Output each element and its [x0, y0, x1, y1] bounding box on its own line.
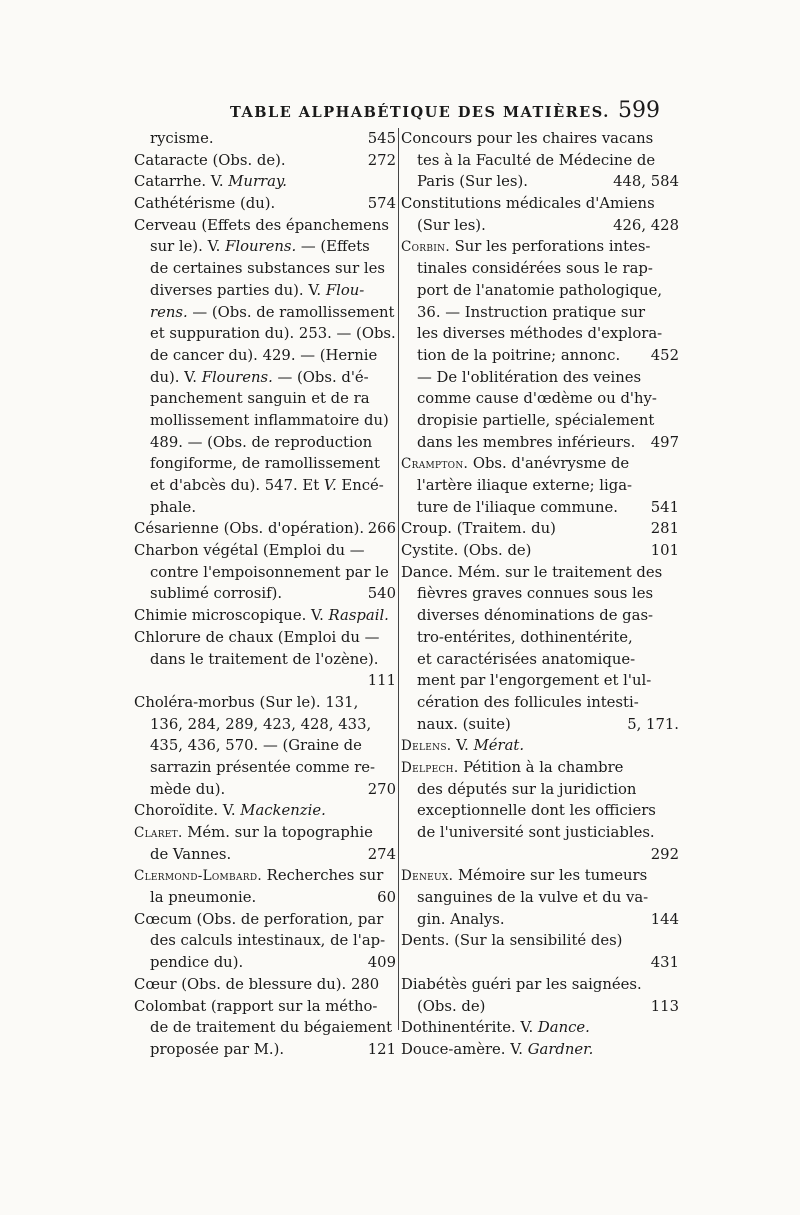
index-text: rens. [150, 303, 188, 321]
index-line [401, 583, 679, 605]
index-text: Paris (Sur les). [417, 173, 528, 191]
index-text: (Sur les). [417, 216, 486, 234]
index-text: dans les membres inférieurs. [417, 433, 636, 451]
page-reference: 540 [367, 585, 396, 603]
index-line [134, 800, 396, 822]
index-text: — (Effets [296, 238, 370, 256]
index-text: Charbon végétal (Emploi du — [134, 542, 365, 560]
page-reference: 452 [650, 346, 679, 364]
index-line [134, 518, 396, 540]
page-reference: 121 [367, 1040, 396, 1058]
index-text: Césarienne (Obs. d'opération). [134, 520, 365, 538]
index-line [134, 345, 396, 367]
index-line [134, 1039, 396, 1061]
index-text: 36. — Instruction pratique sur [417, 303, 646, 321]
index-line [134, 453, 396, 475]
page-reference: 426, 428 [613, 216, 679, 234]
index-text: diverses dénominations de gas- [417, 607, 654, 625]
index-text: Pétition à la chambre [458, 758, 624, 776]
index-line [401, 779, 679, 801]
index-text: sublimé corrosif). [150, 585, 283, 603]
index-line [134, 302, 396, 324]
index-text: Cœur (Obs. de blessure du). 280 [134, 975, 380, 993]
index-line [401, 258, 679, 280]
page-reference: 574 [367, 195, 396, 213]
index-text: Raspail. [328, 607, 389, 625]
index-line [134, 410, 396, 432]
index-line [134, 649, 396, 671]
index-line [401, 193, 679, 215]
index-text: ture de l'iliaque commune. [417, 498, 619, 516]
index-text: Murray. [228, 173, 288, 191]
index-line [134, 692, 396, 714]
index-column-right [401, 128, 679, 1061]
index-text: de certaines substances sur les [150, 260, 385, 278]
index-text: 136, 284, 289, 423, 428, 433, [150, 715, 372, 733]
running-head [230, 100, 660, 130]
index-line [401, 280, 679, 302]
index-text: des calculs intestinaux, de l'ap- [150, 932, 386, 950]
index-text: Cystite. (Obs. de) [401, 542, 532, 560]
index-text: Dance. [537, 1019, 590, 1037]
index-line [401, 800, 679, 822]
index-text: du). V. [150, 368, 202, 386]
index-text: Clermond-Lombard. [134, 868, 262, 885]
index-text: tion de la poitrine; annonc. [417, 346, 621, 364]
index-text: Mérat. [473, 737, 525, 755]
index-line [401, 388, 679, 410]
index-line [401, 1017, 679, 1039]
index-text: Cathétérisme (du). [134, 195, 276, 213]
page-reference: 409 [367, 954, 396, 972]
index-text: l'artère iliaque externe; liga- [417, 477, 633, 494]
index-text: contre l'empoisonnement par le [150, 563, 389, 581]
index-line [401, 887, 679, 909]
index-text: Mém. sur la topographie [182, 824, 373, 841]
index-text: gin. Analys. [417, 910, 505, 928]
page-reference: 431 [650, 954, 679, 972]
index-text: Delpech. [401, 759, 459, 776]
index-line [134, 215, 396, 237]
index-text: fièvres graves connues sous les [417, 585, 654, 603]
index-text: fongiforme, de ramollissement [150, 455, 380, 473]
index-line [134, 432, 396, 454]
index-line [134, 258, 396, 280]
index-line [401, 236, 679, 258]
index-line [134, 540, 396, 562]
page-reference: 292 [650, 845, 679, 863]
index-text: de l'université sont justiciables. [417, 824, 655, 841]
index-text: rycisme. [150, 130, 214, 147]
index-text: Choroïdite. V. [134, 802, 241, 820]
index-text: et suppuration du). 253. — (Obs. [150, 325, 396, 343]
index-line [401, 475, 679, 497]
index-line [401, 171, 679, 193]
index-text: — De l'oblitération des veines [417, 368, 642, 386]
index-text: mède du). [150, 780, 226, 798]
index-text: Concours pour les chaires vacans [401, 130, 654, 147]
index-line [134, 171, 396, 193]
index-text: V. [451, 737, 474, 755]
index-line [134, 1017, 396, 1039]
page-reference: 266 [367, 520, 396, 538]
index-line [134, 475, 396, 497]
index-text: sarrazin présentée comme re- [150, 758, 376, 776]
index-line [401, 909, 679, 931]
index-text: — (Obs. de ramollissement [187, 303, 395, 321]
index-line [401, 952, 679, 974]
index-text: cération des follicules intesti- [417, 693, 639, 711]
index-line [401, 865, 679, 887]
index-line [401, 1039, 679, 1061]
index-line [134, 909, 396, 931]
index-text: proposée par M.). [150, 1040, 285, 1058]
page-reference: 448, 584 [613, 173, 679, 191]
index-text: — (Obs. d'é- [272, 368, 369, 386]
index-text: Flou- [325, 281, 365, 299]
index-text: et caractérisées anatomique- [417, 650, 636, 668]
page-reference: 270 [367, 780, 396, 798]
index-text: de cancer du). 429. — (Hernie [150, 346, 378, 364]
index-text: dropisie partielle, spécialement [417, 411, 655, 429]
index-line [401, 822, 679, 844]
index-text: diverses parties du). V. [150, 281, 326, 299]
index-text: Diabétès guéri par les saignées. [401, 975, 642, 993]
index-text: port de l'anatomie pathologique, [417, 281, 663, 299]
index-text: et d'abcès du). 547. Et [150, 477, 324, 494]
index-line [134, 605, 396, 627]
index-line [134, 388, 396, 410]
index-text: Catarrhe. V. [134, 173, 229, 191]
page-reference: 272 [367, 151, 396, 169]
index-line [401, 714, 679, 736]
index-text: Constitutions médicales d'Amiens [401, 195, 655, 213]
index-text: Corbin. [401, 239, 450, 256]
page-reference: 545 [367, 130, 396, 147]
index-line [134, 865, 396, 887]
index-text: Sur les perforations intes- [449, 238, 651, 256]
index-text: Cataracte (Obs. de). [134, 151, 286, 169]
index-text: pendice du). [150, 954, 244, 972]
index-text: Dance. Mém. sur le traitement des [401, 563, 663, 581]
index-line [401, 540, 679, 562]
index-line [401, 323, 679, 345]
index-line [401, 844, 679, 866]
index-text: des députés sur la juridiction [417, 780, 637, 798]
index-text: Flourens. [201, 368, 273, 386]
index-text: Recherches sur [261, 867, 384, 885]
index-text: Cerveau (Effets des épanchemens [134, 216, 390, 234]
index-text: Encé- [336, 477, 384, 494]
index-line [134, 627, 396, 649]
index-text: Colombat (rapport sur la métho- [134, 997, 378, 1015]
index-text: Claret. [134, 825, 183, 841]
page-reference: 5, 171. [627, 715, 679, 733]
page-reference: 101 [650, 542, 679, 560]
index-text: Deneux. [401, 868, 454, 885]
page-reference: 144 [650, 910, 679, 928]
page-reference: 497 [650, 433, 679, 451]
index-line [401, 367, 679, 389]
index-line [401, 432, 679, 454]
index-text: phale. [150, 498, 197, 516]
page-reference: 113 [650, 997, 679, 1015]
index-column-left [134, 128, 396, 1061]
index-line [134, 367, 396, 389]
index-text: Flourens. [225, 238, 297, 256]
page-number: 599 [618, 98, 660, 123]
index-text: panchement sanguin et de ra [150, 390, 370, 408]
index-text: Chlorure de chaux (Emploi du — [134, 628, 380, 646]
index-line [134, 952, 396, 974]
index-line [401, 930, 679, 952]
index-text: tes à la Faculté de Médecine de [417, 151, 656, 169]
index-text: comme cause d'œdème ou d'hy- [417, 390, 657, 408]
index-line [401, 128, 679, 150]
index-line [134, 128, 396, 150]
index-line [401, 215, 679, 237]
index-text: Mémoire sur les tumeurs [453, 867, 648, 885]
index-line [401, 302, 679, 324]
index-line [401, 627, 679, 649]
index-line [134, 974, 396, 996]
index-line [401, 757, 679, 779]
index-text: les diverses méthodes d'explora- [417, 325, 663, 343]
index-line [401, 692, 679, 714]
page-reference: 274 [367, 845, 396, 863]
index-text: Douce-amère. V. [401, 1040, 528, 1058]
index-line [134, 735, 396, 757]
index-text: Obs. d'anévrysme de [468, 455, 630, 473]
page-reference: 281 [650, 520, 679, 538]
index-text: exceptionnelle dont les officiers [417, 802, 656, 820]
page-title: TABLE ALPHABÉTIQUE DES MATIÈRES. [230, 104, 610, 121]
index-line [401, 605, 679, 627]
index-text: Chimie microscopique. V. [134, 607, 329, 625]
index-line [401, 649, 679, 671]
index-text: dans le traitement de l'ozène). [150, 650, 379, 668]
index-text: Crampton. [401, 456, 469, 473]
index-line [134, 930, 396, 952]
index-text: Mackenzie. [240, 802, 326, 820]
index-text: mollissement inflammatoire du) [150, 411, 389, 429]
index-line [134, 714, 396, 736]
index-line [134, 193, 396, 215]
index-line [134, 670, 396, 692]
index-line [134, 236, 396, 258]
index-line [401, 150, 679, 172]
index-text: Delens. [401, 738, 452, 755]
index-text: tro-entérites, dothinentérite, [417, 628, 633, 646]
index-text: Cœcum (Obs. de perforation, par [134, 910, 384, 928]
index-text: ment par l'engorgement et l'ul- [417, 672, 652, 690]
index-line [401, 345, 679, 367]
index-line [401, 670, 679, 692]
index-text: sur le). V. [150, 238, 226, 256]
page-reference: 111 [367, 672, 396, 690]
index-text: Choléra-morbus (Sur le). 131, [134, 693, 359, 711]
index-text: V. [323, 477, 337, 494]
index-text: 435, 436, 570. — (Graine de [150, 737, 362, 755]
index-text: Dents. (Sur la sensibilité des) [401, 932, 623, 950]
index-text: 489. — (Obs. de reproduction [150, 433, 373, 451]
page-reference: 60 [377, 889, 396, 907]
index-text: Gardner. [527, 1040, 594, 1058]
index-text: (Obs. de) [417, 997, 486, 1015]
index-line [401, 562, 679, 584]
index-line [134, 323, 396, 345]
index-line [401, 497, 679, 519]
index-line [134, 757, 396, 779]
index-text: de Vannes. [150, 845, 232, 863]
index-text: tinales considérées sous le rap- [417, 260, 653, 278]
index-line [134, 150, 396, 172]
index-line [134, 583, 396, 605]
index-line [401, 735, 679, 757]
index-line [401, 974, 679, 996]
page-reference: 541 [650, 498, 679, 516]
index-line [134, 779, 396, 801]
column-divider [398, 128, 399, 1030]
index-line [134, 887, 396, 909]
index-line [134, 497, 396, 519]
index-line [134, 280, 396, 302]
index-text: de de traitement du bégaiement [150, 1019, 393, 1037]
index-line [134, 996, 396, 1018]
index-text: Croup. (Traitem. du) [401, 520, 556, 538]
index-line [134, 822, 396, 844]
index-text: Dothinentérite. V. [401, 1019, 538, 1037]
index-line [401, 453, 679, 475]
index-line [401, 996, 679, 1018]
index-text: naux. (suite) [417, 715, 511, 733]
index-text: sanguines de la vulve et du va- [417, 889, 649, 907]
index-line [401, 518, 679, 540]
index-line [134, 844, 396, 866]
index-line [134, 562, 396, 584]
index-line [401, 410, 679, 432]
index-text: la pneumonie. [150, 889, 257, 907]
